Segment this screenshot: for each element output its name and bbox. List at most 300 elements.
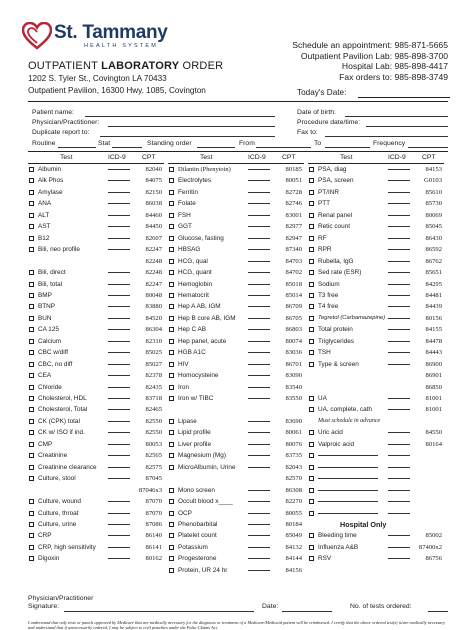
icd-field[interactable] (248, 398, 270, 399)
icd-field[interactable] (248, 364, 270, 365)
to-field[interactable] (325, 147, 370, 148)
test-checkbox[interactable] (169, 385, 174, 390)
test-checkbox[interactable] (309, 556, 314, 561)
test-checkbox[interactable] (309, 430, 314, 435)
test-checkbox[interactable] (29, 304, 34, 309)
test-checkbox[interactable] (29, 396, 34, 401)
test-checkbox[interactable] (309, 178, 314, 183)
icd-field[interactable] (108, 295, 130, 296)
cpt-code: 80164 (425, 440, 442, 448)
icd-field[interactable] (248, 192, 270, 193)
icd-field[interactable] (248, 272, 270, 273)
test-name: HBSAG (178, 246, 201, 254)
icd-field[interactable] (108, 501, 130, 502)
test-checkbox[interactable] (29, 282, 34, 287)
test-checkbox[interactable] (169, 396, 174, 401)
test-checkbox[interactable] (29, 465, 34, 470)
test-checkbox[interactable] (169, 201, 174, 206)
test-checkbox[interactable] (169, 350, 174, 355)
test-checkbox[interactable] (29, 522, 34, 527)
icd-field[interactable] (108, 318, 130, 319)
procedure-date-field[interactable] (366, 126, 448, 127)
icd-field[interactable] (108, 329, 130, 330)
test-name: Hep C AB (178, 326, 207, 334)
test-row (168, 198, 308, 209)
icd-field[interactable] (108, 421, 130, 422)
icd-field[interactable] (388, 352, 410, 353)
test-name: CBC w/diff (38, 349, 69, 357)
write-in-test-field[interactable] (318, 455, 378, 456)
icd-field[interactable] (108, 432, 130, 433)
test-checkbox[interactable] (309, 293, 314, 298)
icd-field[interactable] (108, 306, 130, 307)
test-row (308, 450, 448, 461)
icd-field[interactable] (388, 432, 410, 433)
test-row (28, 324, 168, 335)
test-checkbox[interactable] (29, 190, 34, 195)
test-name: Potassium (178, 543, 208, 551)
test-checkbox[interactable] (309, 407, 314, 412)
test-checkbox[interactable] (169, 419, 174, 424)
icd-field[interactable] (388, 284, 410, 285)
icd-field[interactable] (108, 478, 130, 479)
test-name: CA 125 (38, 326, 59, 334)
icd-field[interactable] (248, 261, 270, 262)
icd-field[interactable] (108, 169, 130, 170)
from-field[interactable] (256, 147, 311, 148)
icd-field[interactable] (248, 547, 270, 548)
test-row (28, 267, 168, 278)
test-checkbox[interactable] (29, 316, 34, 321)
icd-field[interactable] (108, 226, 130, 227)
test-checkbox[interactable] (169, 362, 174, 367)
icd-field[interactable] (388, 215, 410, 216)
test-row (28, 164, 168, 175)
cpt-code: 83718 (145, 395, 162, 402)
icd-field[interactable] (388, 455, 410, 456)
icd-field[interactable] (108, 215, 130, 216)
test-row (168, 553, 308, 564)
test-checkbox[interactable] (29, 327, 34, 332)
cpt-code: 85018 (285, 280, 302, 288)
icd-field[interactable] (388, 364, 410, 365)
test-checkbox[interactable] (309, 442, 314, 447)
test-checkbox[interactable] (29, 385, 34, 390)
icd-field[interactable] (248, 295, 270, 296)
test-row (168, 347, 308, 358)
icd-field[interactable] (388, 180, 410, 181)
icd-field[interactable] (108, 524, 130, 525)
test-row (168, 404, 308, 415)
icd-field[interactable] (108, 387, 130, 388)
test-checkbox[interactable] (169, 556, 174, 561)
test-name: PT/INR (318, 188, 339, 196)
test-checkbox[interactable] (29, 556, 34, 561)
test-checkbox[interactable] (29, 373, 34, 378)
icd-field[interactable] (248, 490, 270, 491)
cpt-code: 83001 (285, 211, 302, 219)
cpt-code: 82435 (145, 383, 162, 391)
test-row (308, 485, 448, 496)
icd-field[interactable] (388, 398, 410, 399)
test-name: Valproic acid (318, 440, 355, 448)
icd-field[interactable] (388, 409, 410, 410)
test-checkbox[interactable] (309, 453, 314, 458)
write-in-test-field[interactable] (318, 501, 378, 502)
tests-ordered-field[interactable] (428, 611, 448, 612)
icd-field[interactable] (388, 558, 410, 559)
test-name: Retic count (318, 223, 350, 231)
icd-field[interactable] (248, 341, 270, 342)
icd-field[interactable] (248, 387, 270, 388)
cpt-code: 82043 (285, 463, 302, 471)
test-checkbox[interactable] (309, 499, 314, 504)
test-checkbox[interactable] (169, 430, 174, 435)
test-checkbox[interactable] (29, 213, 34, 218)
test-row (308, 542, 448, 553)
icd-field[interactable] (388, 192, 410, 193)
test-checkbox[interactable] (309, 339, 314, 344)
icd-field[interactable] (108, 409, 130, 410)
test-row (28, 175, 168, 186)
test-name: Cholesterol, Total (38, 406, 88, 414)
test-checkbox[interactable] (309, 316, 314, 321)
test-name: Mono screen (178, 486, 215, 494)
test-checkbox[interactable] (29, 419, 34, 424)
icd-field[interactable] (388, 341, 410, 342)
icd-field[interactable] (388, 272, 410, 273)
test-row (308, 508, 448, 519)
patient-name-field[interactable] (85, 116, 275, 117)
test-row (308, 427, 448, 438)
cpt-code: 86901 (425, 372, 442, 380)
test-row (28, 382, 168, 393)
contact-block (292, 40, 448, 82)
icd-field[interactable] (248, 432, 270, 433)
test-checkbox[interactable] (309, 465, 314, 470)
test-checkbox[interactable] (29, 362, 34, 367)
icd-field[interactable] (108, 513, 130, 514)
icd-field[interactable] (248, 180, 270, 181)
icd-field[interactable] (388, 249, 410, 250)
icd-field[interactable] (108, 375, 130, 376)
test-checkbox[interactable] (29, 224, 34, 229)
test-checkbox[interactable] (169, 293, 174, 298)
icd-field[interactable] (388, 444, 410, 445)
test-checkbox[interactable] (169, 339, 174, 344)
icd-field[interactable] (388, 478, 410, 479)
icd-field[interactable] (248, 535, 270, 536)
cpt-code: 84075 (145, 177, 162, 185)
icd-field[interactable] (248, 329, 270, 330)
test-row (28, 301, 168, 312)
test-row (28, 553, 168, 564)
test-checkbox[interactable] (29, 339, 34, 344)
test-checkbox[interactable] (309, 201, 314, 206)
test-checkbox[interactable] (169, 282, 174, 287)
physician-field[interactable] (108, 126, 275, 127)
test-checkbox[interactable] (309, 259, 314, 264)
test-checkbox[interactable] (169, 511, 174, 516)
test-checkbox[interactable] (169, 533, 174, 538)
write-in-test-field[interactable] (318, 490, 378, 491)
dob-field[interactable] (345, 116, 448, 117)
test-checkbox[interactable] (169, 236, 174, 241)
icd-field[interactable] (248, 513, 270, 514)
icd-field[interactable] (108, 249, 130, 250)
test-checkbox[interactable] (309, 327, 314, 332)
cpt-code: 80184 (285, 520, 302, 528)
test-row (168, 530, 308, 541)
icd-field[interactable] (108, 238, 130, 239)
duplicate-report-field[interactable] (100, 136, 275, 137)
write-in-test-field[interactable] (318, 467, 378, 468)
icd-field[interactable] (108, 341, 130, 342)
icd-field[interactable] (248, 444, 270, 445)
test-name: Hep B core AB, IGM (178, 314, 236, 322)
test-checkbox[interactable] (169, 373, 174, 378)
procedure-date-label: Procedure date/time: (297, 119, 361, 126)
test-checkbox[interactable] (169, 178, 174, 183)
cpt-code: 85025 (145, 349, 162, 357)
icd-field[interactable] (388, 547, 410, 548)
icd-field[interactable] (388, 318, 410, 319)
test-name: CBC, no diff (38, 360, 73, 368)
icd-field[interactable] (388, 203, 410, 204)
icd-field[interactable] (248, 352, 270, 353)
header-icd: ICD-9 (388, 154, 406, 161)
icd-field[interactable] (388, 295, 410, 296)
test-name: Culture, throat (38, 509, 79, 517)
icd-field[interactable] (108, 455, 130, 456)
test-checkbox[interactable] (309, 213, 314, 218)
icd-field[interactable] (248, 570, 270, 571)
test-checkbox[interactable] (29, 407, 34, 412)
todays-date-label: Today's Date: (297, 88, 347, 97)
icd-field[interactable] (388, 238, 410, 239)
test-checkbox[interactable] (169, 465, 174, 470)
icd-field[interactable] (248, 455, 270, 456)
cpt-code: 87400x2 (418, 543, 442, 551)
test-checkbox[interactable] (29, 545, 34, 550)
icd-field[interactable] (388, 490, 410, 491)
icd-field[interactable] (108, 558, 130, 559)
test-checkbox[interactable] (309, 488, 314, 493)
header-test: Test (60, 154, 73, 161)
signature-field[interactable] (64, 611, 254, 612)
test-checkbox[interactable] (169, 568, 174, 573)
test-checkbox[interactable] (29, 453, 34, 458)
test-name: Bili, total (38, 280, 63, 288)
test-checkbox[interactable] (309, 533, 314, 538)
write-in-test-field[interactable] (318, 513, 378, 514)
icd-field[interactable] (248, 467, 270, 468)
test-checkbox[interactable] (169, 190, 174, 195)
test-checkbox[interactable] (29, 350, 34, 355)
test-checkbox[interactable] (309, 396, 314, 401)
test-name: Folate (178, 200, 196, 208)
test-checkbox[interactable] (309, 167, 314, 172)
test-row (308, 210, 448, 221)
cpt-code: 80069 (425, 211, 442, 219)
icd-field[interactable] (388, 329, 410, 330)
tests-ordered-label: No. of tests ordered: (350, 603, 412, 610)
cpt-code: 84478 (425, 337, 442, 345)
icd-field[interactable] (388, 467, 410, 468)
cpt-code: 80048 (145, 291, 162, 299)
todays-date-field[interactable] (358, 97, 450, 98)
icd-field[interactable] (388, 226, 410, 227)
icd-field[interactable] (108, 192, 130, 193)
icd-field[interactable] (248, 284, 270, 285)
cpt-code: 86038 (145, 200, 162, 208)
test-checkbox[interactable] (309, 350, 314, 355)
header-cpt: CPT (422, 154, 436, 161)
test-checkbox[interactable] (29, 430, 34, 435)
routine-label: Routine (32, 140, 56, 147)
routine-field[interactable] (58, 147, 96, 148)
test-checkbox[interactable] (169, 499, 174, 504)
test-row (308, 530, 448, 541)
signature-date-field[interactable] (282, 611, 332, 612)
icd-field[interactable] (108, 272, 130, 273)
test-checkbox[interactable] (29, 247, 34, 252)
icd-field[interactable] (248, 203, 270, 204)
test-checkbox[interactable] (29, 236, 34, 241)
test-checkbox[interactable] (29, 476, 34, 481)
test-row (308, 221, 448, 232)
test-checkbox[interactable] (29, 499, 34, 504)
cpt-code: 85014 (285, 291, 302, 299)
test-checkbox[interactable] (29, 178, 34, 183)
icd-field[interactable] (388, 501, 410, 502)
cpt-code: 83036 (285, 349, 302, 357)
test-checkbox[interactable] (169, 442, 174, 447)
standing-order-field[interactable] (197, 147, 235, 148)
test-checkbox[interactable] (309, 236, 314, 241)
test-checkbox[interactable] (169, 522, 174, 527)
icd-field[interactable] (248, 306, 270, 307)
icd-field[interactable] (388, 261, 410, 262)
icd-field[interactable] (388, 535, 410, 536)
cpt-code: 82550 (145, 429, 162, 437)
test-checkbox[interactable] (309, 224, 314, 229)
icd-field[interactable] (108, 352, 130, 353)
icd-field[interactable] (388, 169, 410, 170)
test-checkbox[interactable] (29, 167, 34, 172)
icd-field[interactable] (248, 558, 270, 559)
test-checkbox[interactable] (309, 282, 314, 287)
test-row (28, 279, 168, 290)
test-name: Magnesium (Mg) (178, 452, 226, 460)
icd-field[interactable] (248, 318, 270, 319)
test-name: Protein, UR 24 hr (178, 566, 228, 574)
test-checkbox[interactable] (309, 545, 314, 550)
cpt-code: 83540 (285, 383, 302, 391)
test-row (168, 485, 308, 496)
icd-field[interactable] (248, 524, 270, 525)
cpt-code: 84153 (425, 166, 442, 173)
test-checkbox[interactable] (169, 304, 174, 309)
frequency-field[interactable] (408, 147, 448, 148)
icd-field[interactable] (248, 215, 270, 216)
cpt-code: 84481 (425, 291, 442, 299)
test-row (168, 542, 308, 553)
test-checkbox[interactable] (169, 167, 174, 172)
write-in-test-field[interactable] (318, 478, 378, 479)
column-header (168, 154, 308, 163)
test-checkbox[interactable] (169, 453, 174, 458)
test-checkbox[interactable] (309, 190, 314, 195)
test-checkbox[interactable] (169, 247, 174, 252)
stat-field[interactable] (112, 147, 142, 148)
fax-to-field[interactable] (325, 136, 448, 137)
icd-field[interactable] (248, 501, 270, 502)
test-row (168, 565, 308, 576)
test-checkbox[interactable] (169, 327, 174, 332)
icd-field[interactable] (248, 249, 270, 250)
test-checkbox[interactable] (169, 224, 174, 229)
icd-field[interactable] (108, 203, 130, 204)
test-checkbox[interactable] (309, 362, 314, 367)
icd-field[interactable] (248, 421, 270, 422)
icd-field[interactable] (388, 306, 410, 307)
test-name: GGT (178, 223, 192, 231)
test-checkbox[interactable] (169, 488, 174, 493)
test-checkbox[interactable] (169, 213, 174, 218)
test-checkbox[interactable] (309, 270, 314, 275)
icd-field[interactable] (248, 169, 270, 170)
test-name: Renal panel (318, 211, 353, 219)
icd-field[interactable] (248, 375, 270, 376)
cpt-code: 82270 (285, 498, 302, 506)
icd-field[interactable] (108, 444, 130, 445)
icd-field[interactable] (108, 180, 130, 181)
test-checkbox[interactable] (309, 476, 314, 481)
icd-field[interactable] (108, 364, 130, 365)
cpt-code: 83735 (285, 452, 302, 460)
icd-field[interactable] (108, 467, 130, 468)
icd-field[interactable] (388, 513, 410, 514)
icd-field[interactable] (248, 238, 270, 239)
test-checkbox[interactable] (169, 545, 174, 550)
test-checkbox[interactable] (309, 247, 314, 252)
icd-field[interactable] (108, 284, 130, 285)
test-checkbox[interactable] (29, 201, 34, 206)
test-checkbox[interactable] (29, 270, 34, 275)
cpt-code: 80185 (285, 166, 302, 173)
icd-field[interactable] (108, 398, 130, 399)
test-checkbox[interactable] (169, 316, 174, 321)
header-divider (28, 101, 448, 102)
icd-field[interactable] (248, 226, 270, 227)
icd-field[interactable] (108, 535, 130, 536)
test-checkbox[interactable] (29, 442, 34, 447)
test-name: Platelet count (178, 532, 217, 540)
test-checkbox[interactable] (169, 270, 174, 275)
test-checkbox[interactable] (29, 511, 34, 516)
test-checkbox[interactable] (29, 533, 34, 538)
test-row (168, 301, 308, 312)
cpt-code: 80074 (285, 337, 302, 345)
test-checkbox[interactable] (29, 293, 34, 298)
icd-field[interactable] (108, 547, 130, 548)
test-name: Culture, urine (38, 520, 77, 528)
test-checkbox[interactable] (309, 304, 314, 309)
header-icd: ICD-9 (248, 154, 266, 161)
test-checkbox[interactable] (309, 511, 314, 516)
test-checkbox[interactable] (169, 259, 174, 264)
